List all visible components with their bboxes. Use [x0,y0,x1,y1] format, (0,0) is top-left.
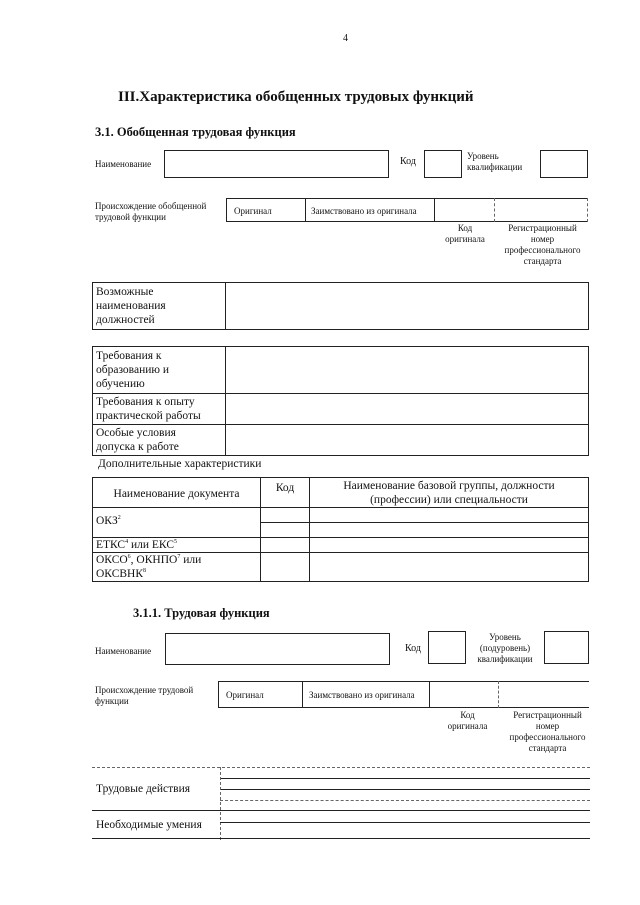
labor-reg-caption: Регистрационный номер профессионального стандарта [509,710,586,753]
labor-origin-label: Происхождение трудовой функции [95,685,194,706]
level-label: Уровень квалификации [467,151,523,172]
etks-name[interactable] [310,538,589,553]
positions-field[interactable] [226,283,589,330]
actions-row-line-3 [220,800,590,801]
skills-label: Необходимые умения [96,819,202,831]
actions-label: Трудовые действия [96,783,191,795]
code-field[interactable] [424,150,462,178]
name-field[interactable] [164,150,389,178]
reg-number-caption: Регистрационный номер профессионального стандарта [504,223,581,266]
origin-label: Происхождение обобщенной трудовой функции [95,201,207,222]
labor-original-label: Оригинал [226,690,264,700]
etks-cell: ЕТКС$^4$ или ЕКС$^5$ [93,538,261,553]
extra-title: Дополнительные характеристики [98,458,262,470]
col-name-header: Наименование базовой группы, должности (профессии) или специальности [310,478,589,508]
labor-borrowed-label: Заимствовано из оригинала [309,690,415,700]
actions-top-line [92,767,590,768]
level-field[interactable] [540,150,588,178]
col-doc-header: Наименование документа [93,478,261,508]
generalized-function-heading: 3.1. Обобщенная трудовая функция [95,125,296,139]
actions-col-divider [220,767,221,840]
skills-row-line [220,822,590,823]
code-original-caption: Код оригинала [445,223,485,244]
special-label-cell: Особые условия допуска к работе [93,425,226,456]
origin-bottom-line [434,221,588,222]
origin-right-edge [587,198,588,222]
labor-origin-top-line [429,681,589,682]
okz-code-1[interactable] [261,508,310,523]
col-code-header: Код [261,478,310,508]
origin-divider [494,198,495,222]
origin-top-line [434,198,588,199]
labor-origin-divider [498,681,499,708]
okso-cell: ОКСО$^6$, ОКНПО$^7$ или ОКСВНК$^8$ [93,553,261,582]
labor-code-field[interactable] [428,631,466,664]
labor-code-original-caption: Код оригинала [447,710,488,731]
etks-code[interactable] [261,538,310,553]
skills-bottom-line [92,838,590,839]
education-label-cell: Требования к образованию и обучению [93,347,226,394]
extra-table [92,477,589,582]
okz-name-2[interactable] [310,523,589,538]
actions-row-line-2 [220,789,590,790]
okso-name[interactable] [310,553,589,582]
labor-level-field[interactable] [544,631,589,664]
experience-field[interactable] [226,394,589,425]
labor-origin-bottom-line [429,707,589,708]
labor-function-heading: 3.1.1. Трудовая функция [133,606,270,620]
education-field[interactable] [226,347,589,394]
okso-code[interactable] [261,553,310,582]
labor-code-label: Код [405,643,421,654]
positions-table [92,282,589,330]
labor-name-field[interactable] [165,633,390,665]
okz-code-2[interactable] [261,523,310,538]
code-label: Код [400,156,416,167]
okz-name-1[interactable] [310,508,589,523]
positions-label-cell: Возможные наименования должностей [93,283,226,330]
name-label: Наименование [95,159,152,169]
experience-label-cell: Требования к опыту практической работы [93,394,226,425]
okz-cell: ОКЗ$^2$ [93,508,261,538]
special-field[interactable] [226,425,589,456]
borrowed-label: Заимствовано из оригинала [311,206,417,216]
actions-row-line-1 [220,778,590,779]
page-number: 4 [343,33,348,44]
section-title: III.Характеристика обобщенных трудовых функций [118,89,474,105]
requirements-table [92,346,589,456]
actions-bottom-line [92,810,590,811]
original-label: Оригинал [234,206,272,216]
labor-name-label: Наименование [95,646,152,656]
labor-level-label: Уровень (подуровень) квалификации [477,632,533,664]
